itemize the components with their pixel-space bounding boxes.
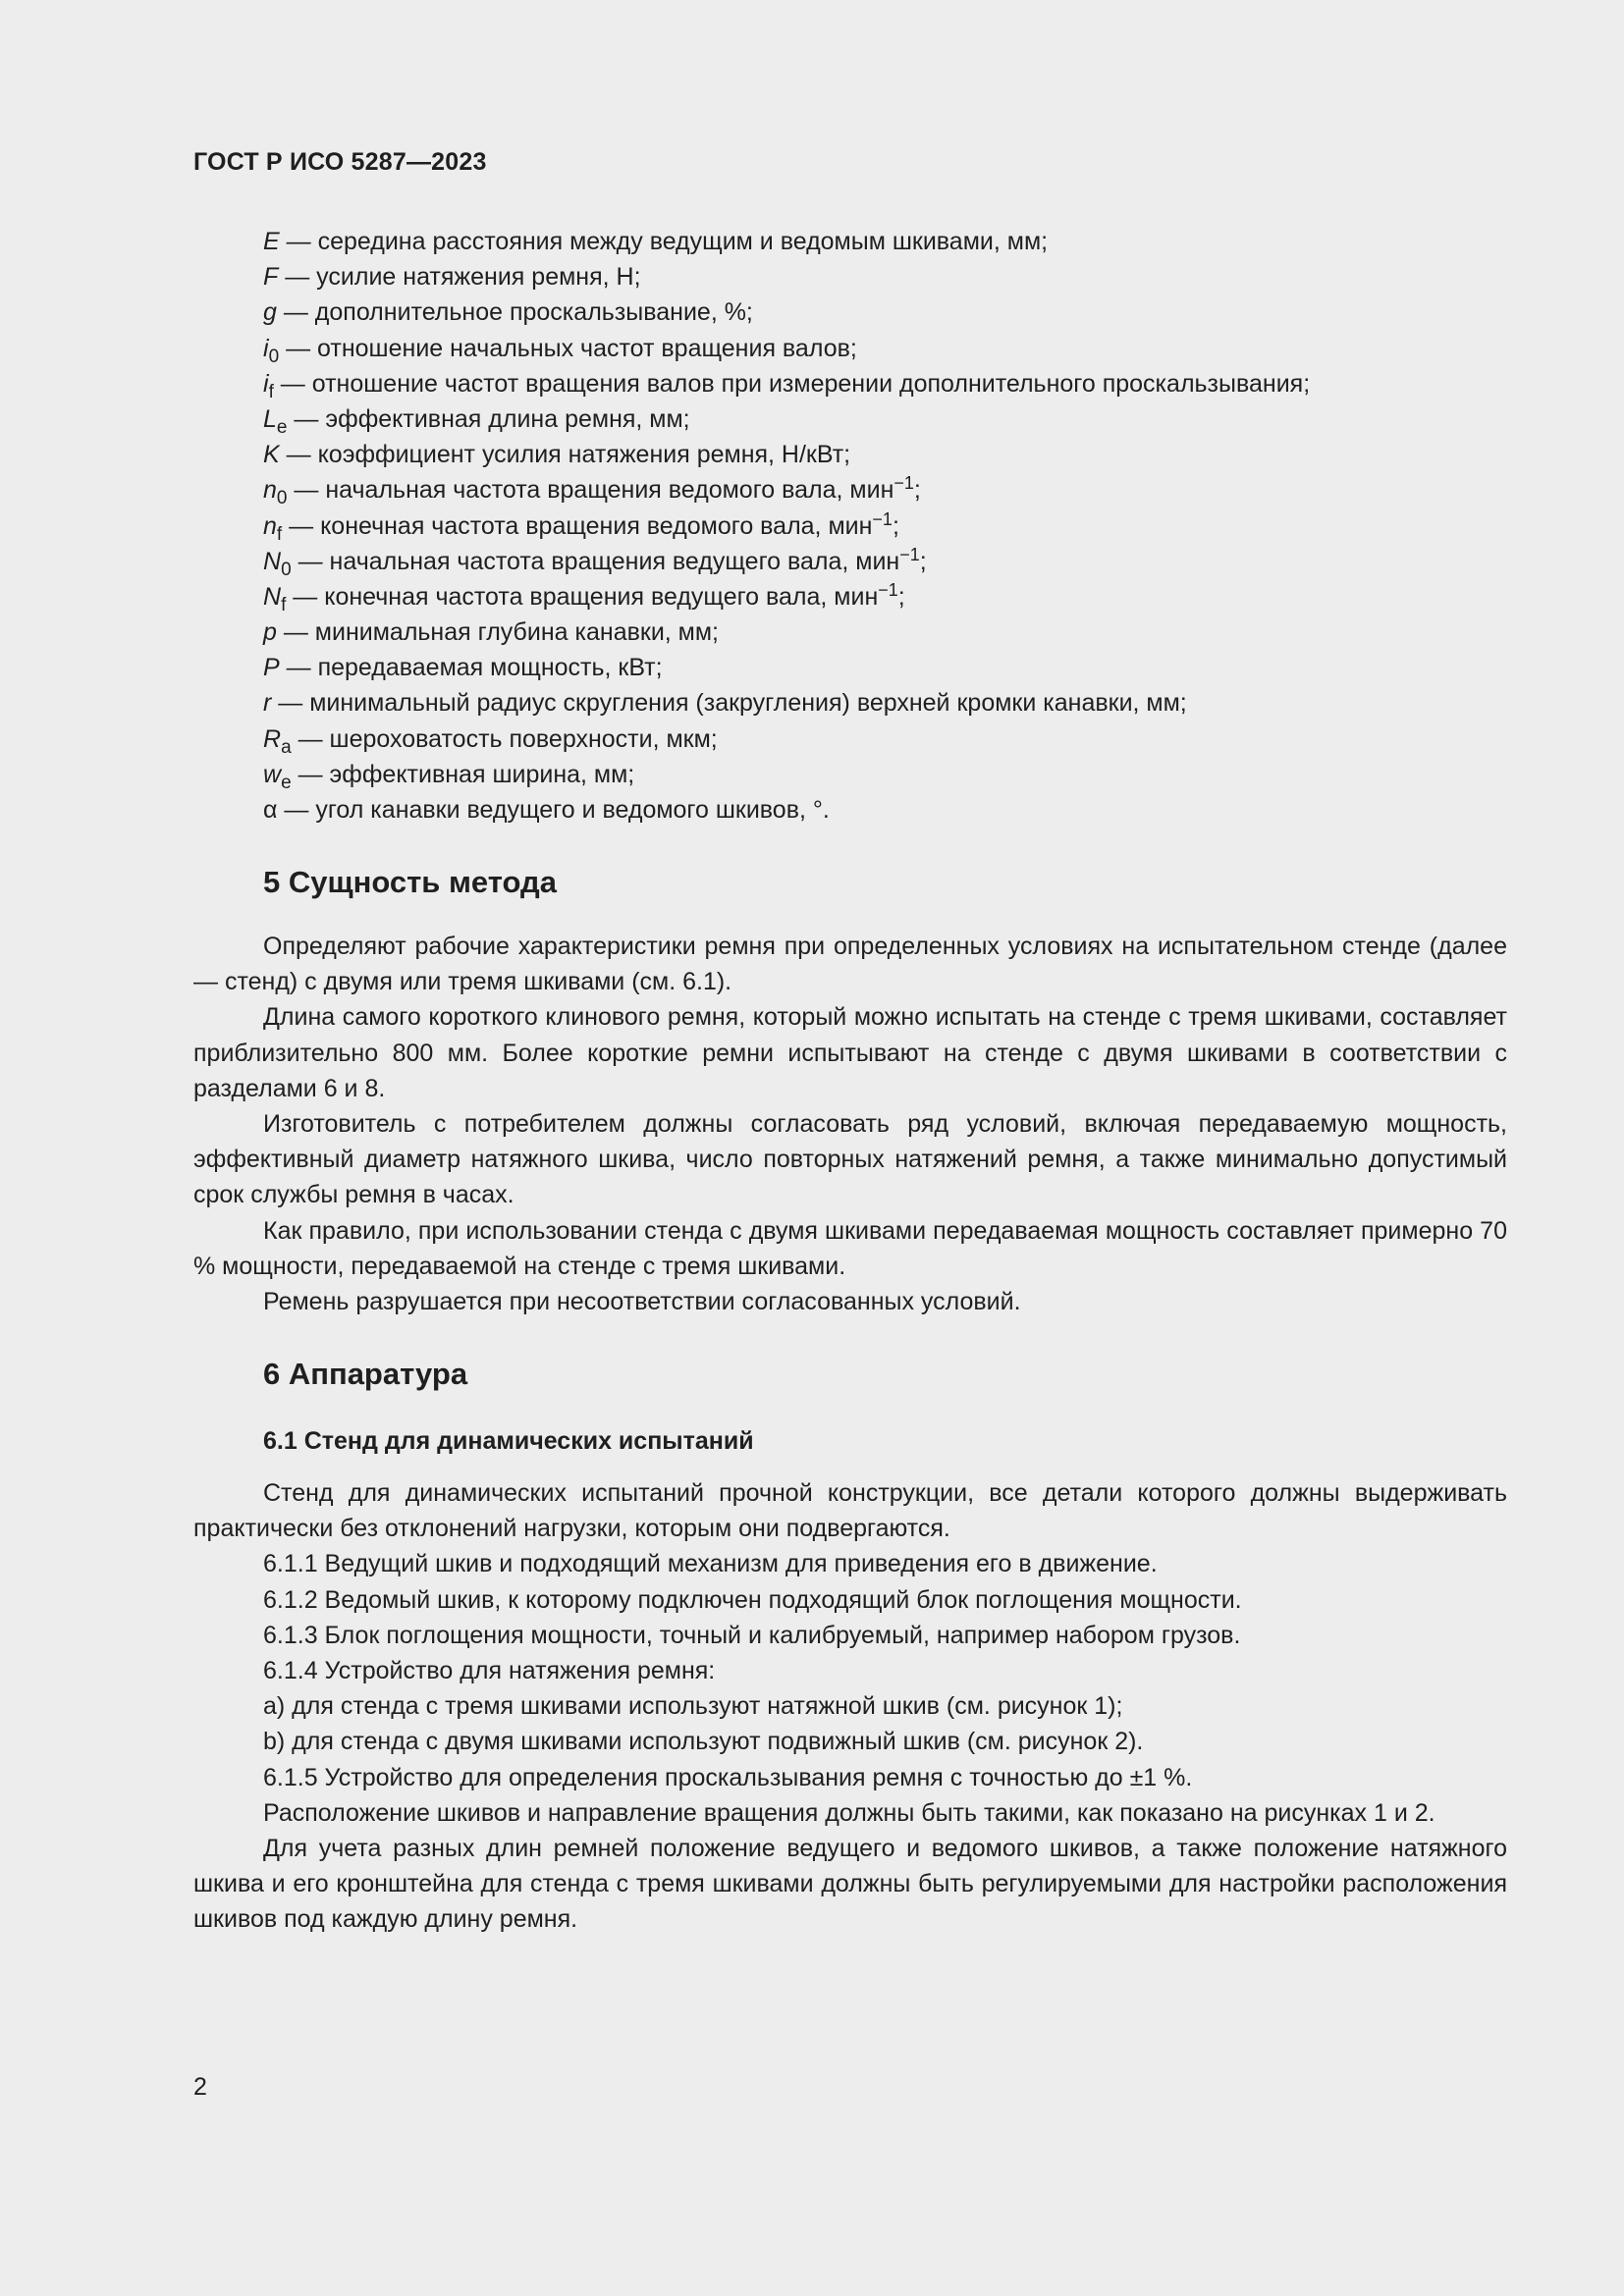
symbol-item bbox=[263, 792, 1520, 828]
punctuation: ; bbox=[897, 582, 905, 611]
symbol-item bbox=[263, 544, 1520, 579]
symbol: $R_a$ bbox=[263, 724, 292, 758]
punctuation: ; bbox=[919, 547, 927, 575]
symbol-description: — начальная частота вращения ведомого вала, мин bbox=[287, 476, 894, 505]
symbol-description: — минимальный радиус скругления (закругления) верхней кромки канавки, мм; bbox=[271, 689, 1187, 718]
section-5-body bbox=[193, 929, 1507, 1319]
symbol-item bbox=[263, 331, 1520, 366]
symbol-item bbox=[263, 685, 1520, 721]
symbol-description: — угол канавки ведущего и ведомого шкивов, °. bbox=[277, 796, 830, 824]
symbol: p bbox=[263, 618, 277, 647]
symbol-description: — минимальная глубина канавки, мм; bbox=[276, 618, 719, 647]
paragraph: Ремень разрушается при несоответствии согласованных условий. bbox=[263, 1288, 1021, 1316]
punctuation: ; bbox=[913, 476, 921, 505]
symbol-item bbox=[263, 472, 1520, 507]
clause-6-1-4: 6.1.4 Устройство для натяжения ремня: bbox=[263, 1657, 716, 1685]
symbol-subscript: 0 bbox=[268, 346, 280, 367]
symbol: $i_f$ bbox=[263, 369, 274, 402]
symbol: g bbox=[263, 298, 277, 327]
symbol: $i_0$ bbox=[263, 334, 280, 367]
unit-superscript: −1 bbox=[899, 544, 920, 564]
list-item-a: a) для стенда с тремя шкивами используют натяжной шкив (см. рисунок 1); bbox=[263, 1692, 1123, 1721]
symbol-subscript: f bbox=[268, 381, 274, 402]
symbol-description: — середина расстояния между ведущим и ведомым шкивами, мм; bbox=[279, 228, 1049, 255]
symbol-subscript: a bbox=[281, 736, 292, 758]
symbol-description: — шероховатость поверхности, мкм; bbox=[291, 724, 718, 753]
clause-6-1-3: 6.1.3 Блок поглощения мощности, точный и калибруемый, например набором грузов. bbox=[263, 1621, 1241, 1649]
symbol-description: — начальная частота вращения ведущего вала, мин bbox=[291, 547, 900, 575]
symbol: F bbox=[263, 263, 279, 292]
symbol-subscript: f bbox=[281, 594, 287, 615]
symbol-description: — усилие натяжения ремня, Н; bbox=[278, 263, 641, 292]
symbol: $w_e$ bbox=[263, 760, 292, 793]
paragraph: Стенд для динамических испытаний прочной конструкции, все детали которого должны выдерживать практически без отклонений нагрузки, которым они подвергаются. bbox=[193, 1479, 1507, 1543]
symbol-description: — конечная частота вращения ведущего вала, мин bbox=[286, 582, 879, 611]
symbol-item bbox=[263, 401, 1520, 437]
symbol: α bbox=[263, 796, 278, 824]
symbol-item bbox=[263, 259, 1520, 294]
symbol-description: — отношение частот вращения валов при измерении дополнительного проскальзывания; bbox=[273, 369, 1311, 398]
symbol-description: — дополнительное проскальзывание, %; bbox=[276, 298, 753, 327]
symbol: $L_e$ bbox=[263, 404, 288, 438]
paragraph: Как правило, при использовании стенда с двумя шкивами передаваемая мощность составляет примерно 70 % мощности, передаваемой на стенде с тремя шкивами. bbox=[193, 1216, 1507, 1280]
symbol: $n_f$ bbox=[263, 511, 283, 545]
symbol-description: — передаваемая мощность, кВт; bbox=[279, 654, 663, 682]
symbol-item bbox=[263, 508, 1520, 544]
symbol-description: — конечная частота вращения ведомого вала, мин bbox=[282, 511, 873, 540]
symbol-item bbox=[263, 294, 1520, 330]
section-6-title: 6 Аппаратура bbox=[263, 1357, 468, 1391]
symbol: P bbox=[263, 654, 280, 682]
clause-6-1-2: 6.1.2 Ведомый шкив, к которому подключен подходящий блок поглощения мощности. bbox=[263, 1585, 1242, 1614]
symbols-list bbox=[263, 224, 1520, 828]
symbol: $N_f$ bbox=[263, 582, 287, 615]
paragraph: Изготовитель с потребителем должны согласовать ряд условий, включая передаваемую мощность, эффективный диаметр натяжного шкива, число повторных натяжений ремня, а также минимально допустимый срок службы ремня в часах. bbox=[193, 1110, 1507, 1209]
subsection-6-1-title: 6.1 Стенд для динамических испытаний bbox=[263, 1427, 754, 1455]
symbol-description: — отношение начальных частот вращения валов; bbox=[279, 334, 857, 362]
paragraph: Для учета разных длин ремней положение ведущего и ведомого шкивов, а также положение натяжного шкива и его кронштейна для стенда с тремя шкивами должны быть регулируемыми для настройки расположения шкивов под каждую длину ремня. bbox=[193, 1835, 1507, 1934]
symbol-item bbox=[263, 721, 1520, 757]
symbol-subscript: 0 bbox=[276, 488, 288, 509]
punctuation: ; bbox=[892, 511, 899, 540]
symbol-item bbox=[263, 757, 1520, 792]
symbol: r bbox=[263, 689, 272, 718]
paragraph: Расположение шкивов и направление вращения должны быть такими, как показано на рисунках 1 и 2. bbox=[263, 1798, 1435, 1827]
symbol-description: — эффективная длина ремня, мм; bbox=[287, 404, 690, 433]
unit-superscript: −1 bbox=[878, 579, 898, 600]
section-5-title: 5 Сущность метода bbox=[263, 865, 557, 899]
paragraph: Длина самого короткого клинового ремня, который можно испытать на стенде с тремя шкивами, составляет приблизительно 800 мм. Более короткие ремни испытывают на стенде с двумя шкивами в соответствии с разделами 6 и 8. bbox=[193, 1003, 1507, 1102]
unit-superscript: −1 bbox=[872, 508, 893, 529]
document-header: ГОСТ Р ИСО 5287—2023 bbox=[193, 148, 487, 176]
symbol-subscript: e bbox=[276, 416, 288, 438]
clause-6-1-5: 6.1.5 Устройство для определения проскальзывания ремня с точностью до ±1 %. bbox=[263, 1763, 1193, 1791]
symbol-description: — эффективная ширина, мм; bbox=[291, 760, 635, 788]
symbol-item bbox=[263, 366, 1520, 401]
section-6-body bbox=[193, 1475, 1507, 1938]
symbol: E bbox=[263, 228, 280, 255]
unit-superscript: −1 bbox=[893, 473, 914, 494]
clause-6-1-1: 6.1.1 Ведущий шкив и подходящий механизм для приведения его в движение. bbox=[263, 1550, 1158, 1578]
symbol: K bbox=[263, 441, 280, 469]
page-number: 2 bbox=[193, 2073, 207, 2101]
symbol-item bbox=[263, 579, 1520, 614]
symbol: $N_0$ bbox=[263, 547, 292, 580]
symbol-subscript: 0 bbox=[281, 559, 292, 580]
symbol-item bbox=[263, 614, 1520, 650]
symbol-subscript: e bbox=[281, 772, 292, 793]
symbol-subscript: f bbox=[276, 523, 283, 545]
symbol-item bbox=[263, 224, 1520, 259]
list-item-b: b) для стенда с двумя шкивами используют подвижный шкив (см. рисунок 2). bbox=[263, 1728, 1144, 1756]
symbol-description: — коэффициент усилия натяжения ремня, Н/кВт; bbox=[279, 441, 851, 469]
symbol-item bbox=[263, 650, 1520, 685]
paragraph: Определяют рабочие характеристики ремня при определенных условиях на испытательном стенде (далее — стенд) с двумя или тремя шкивами (см. 6.1). bbox=[193, 933, 1507, 996]
symbol-item bbox=[263, 437, 1520, 472]
symbol: $n_0$ bbox=[263, 476, 288, 509]
